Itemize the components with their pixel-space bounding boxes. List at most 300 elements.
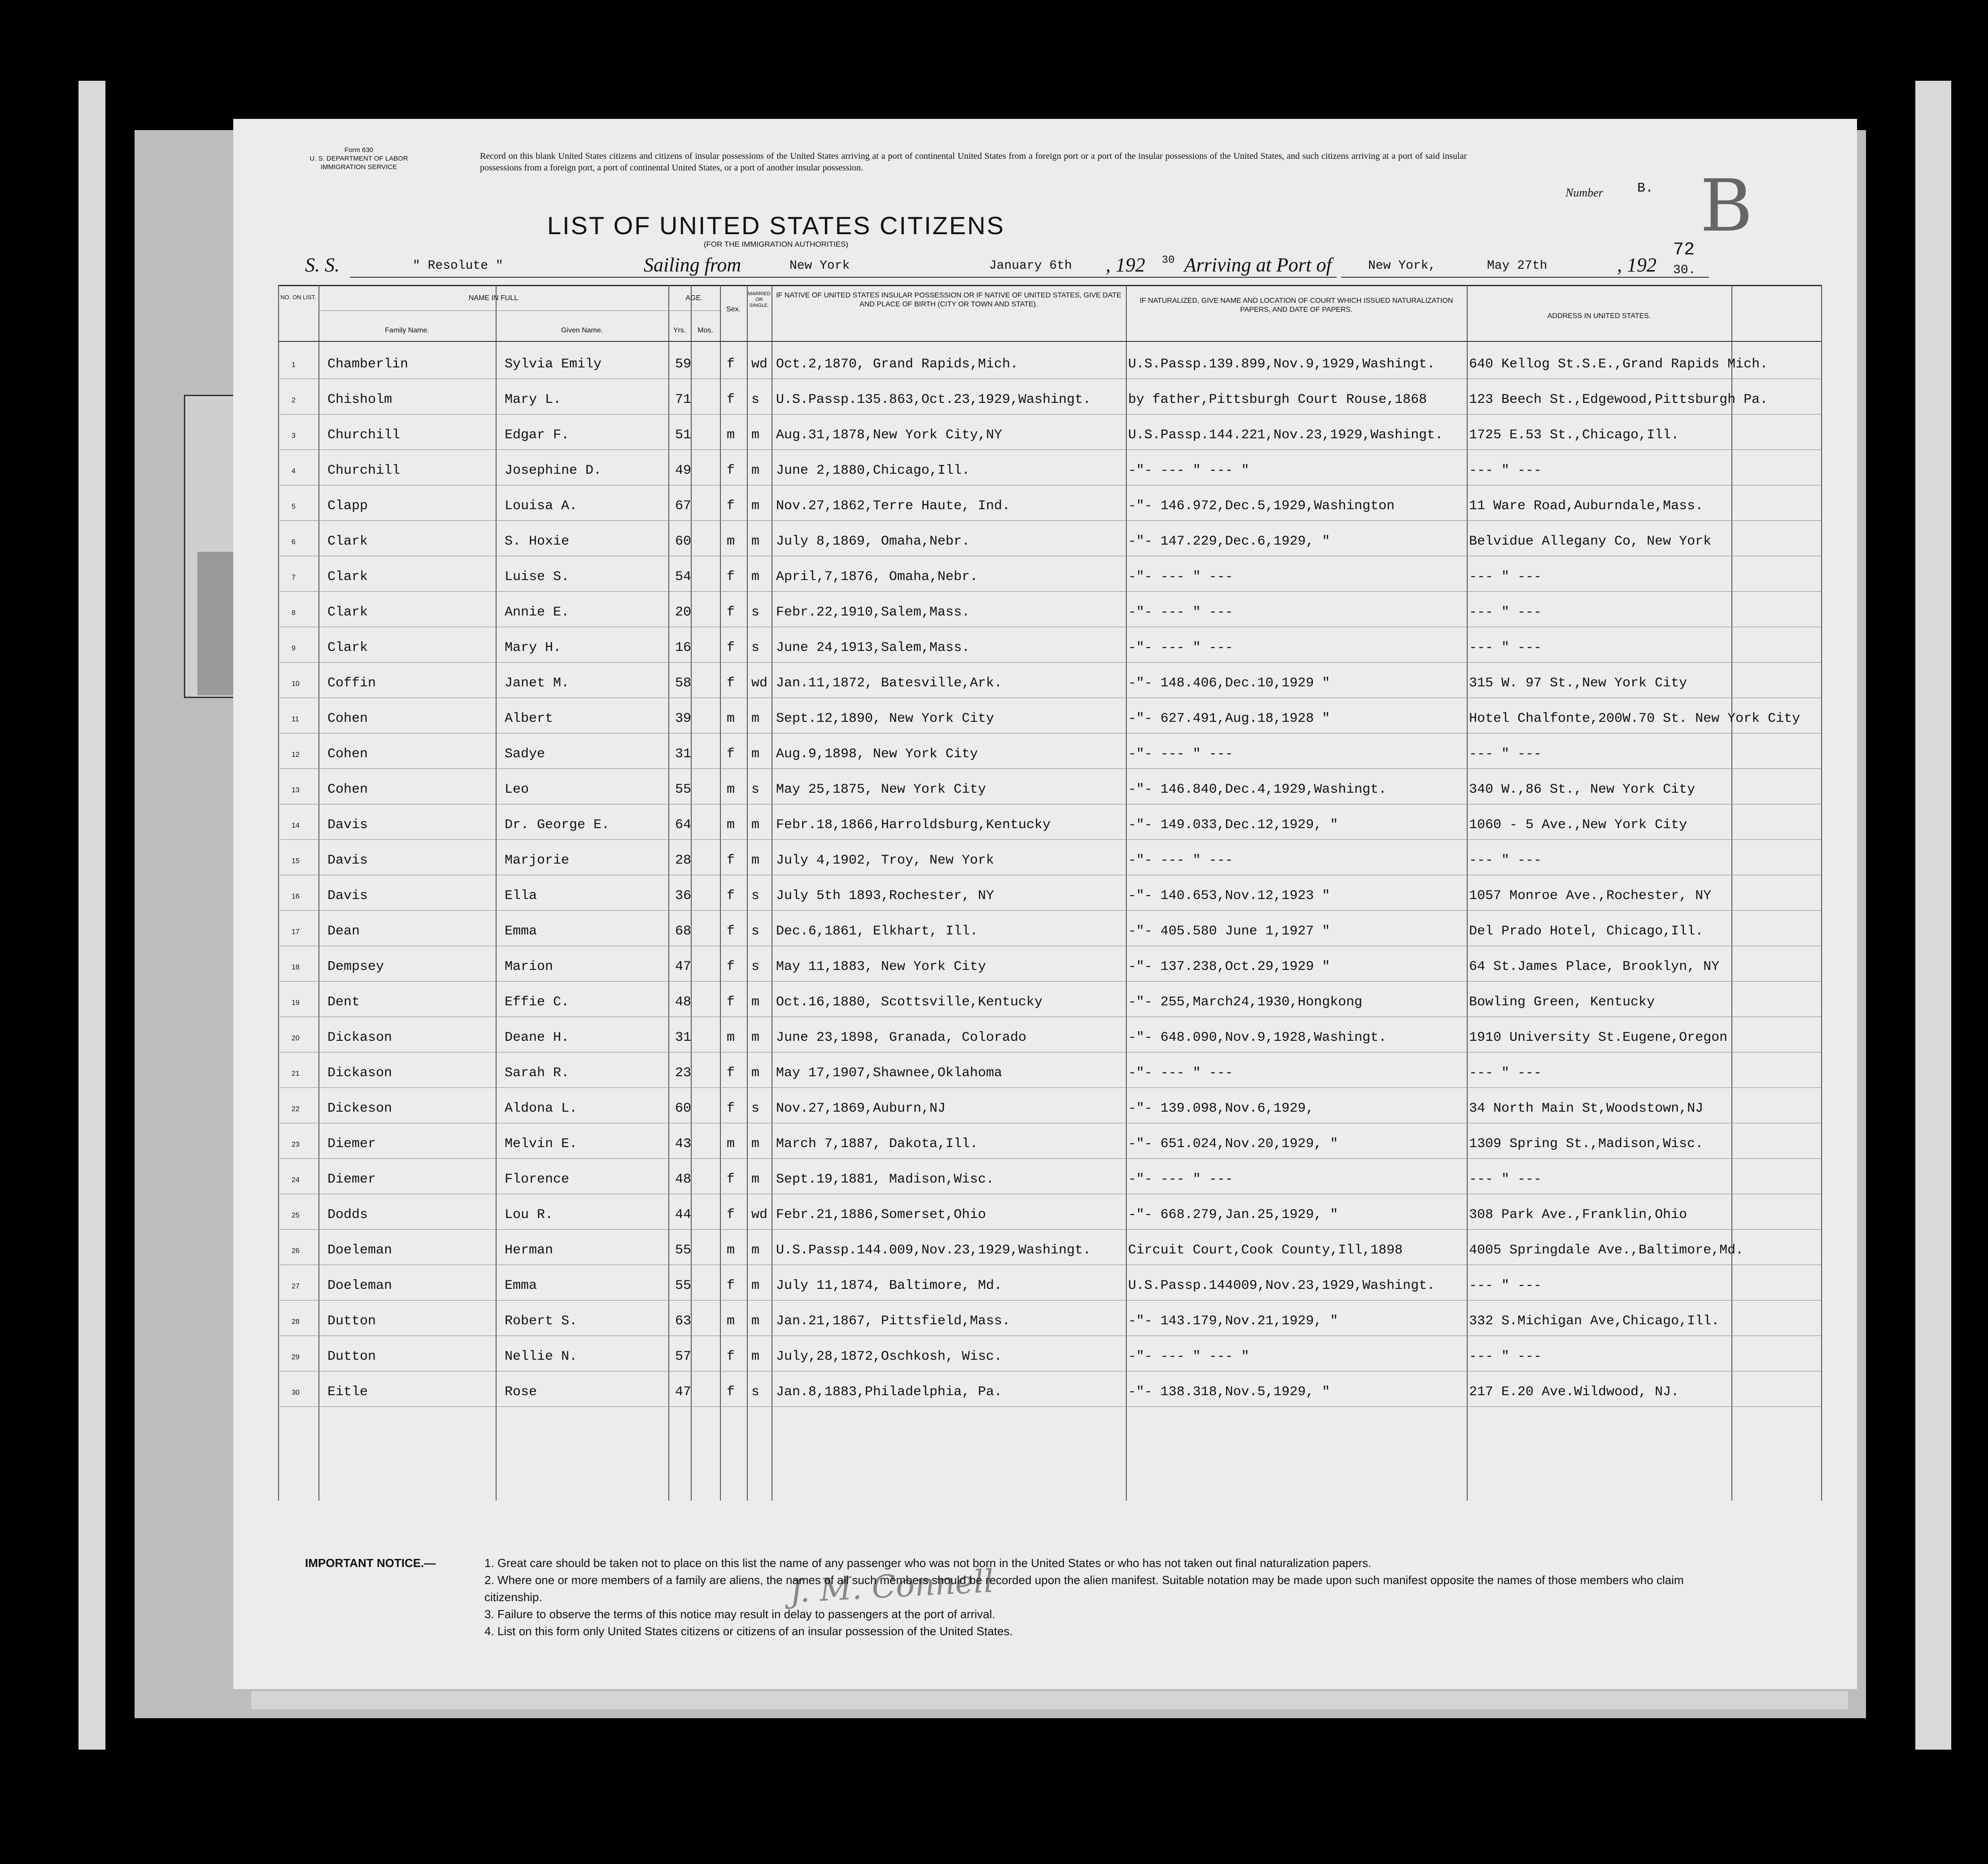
header-family-name: Family Name.	[385, 327, 429, 334]
address: 11 Ware Road,Auburndale,Mass.	[1469, 498, 1704, 514]
marital-status: m	[751, 569, 760, 585]
sailing-year-prefix: , 192	[1106, 254, 1145, 276]
sex: f	[727, 959, 735, 974]
arrival-year-prefix: , 192	[1617, 254, 1657, 276]
birth-info: Jan.21,1867, Pittsfield,Mass.	[776, 1314, 1011, 1329]
naturalization-info: -"- 627.491,Aug.18,1928 "	[1128, 711, 1330, 726]
address: --- " ---	[1469, 1065, 1542, 1081]
sex: m	[727, 1243, 735, 1258]
given-name: Deane H.	[505, 1030, 570, 1045]
sex: f	[727, 676, 735, 691]
marital-status: m	[751, 1136, 760, 1152]
age-years: 59	[675, 357, 692, 372]
sex: f	[727, 463, 735, 478]
form-instructions: Record on this blank United States citizens and citizens of insular possessions of the United States arriving at a port of continental United States from a foreign port or a port of the insular possessions of the United States, and such citizens arriving at a port of said insular possessions from a foreign port, a port of continental United States, or a port of another insular possession.	[480, 151, 1467, 173]
naturalization-info: -"- 138.318,Nov.5,1929, "	[1128, 1384, 1330, 1400]
table-row	[233, 698, 1857, 733]
naturalization-info: -"- 140.653,Nov.12,1923 "	[1128, 888, 1330, 904]
number-label: Number	[1565, 186, 1603, 199]
table-row	[233, 981, 1857, 1016]
ship-name: " Resolute "	[413, 259, 503, 273]
underlying-sheet-edge	[251, 1691, 1848, 1709]
table-row	[233, 875, 1857, 910]
row-number: 19	[292, 999, 300, 1007]
naturalization-info: -"- --- " ---	[1128, 640, 1234, 655]
marital-status: m	[751, 1314, 760, 1329]
birth-info: Aug.31,1878,New York City,NY	[776, 428, 1003, 443]
sex: f	[727, 1384, 735, 1400]
notice-item: 2. Where one or more members of a family are aliens, the names of all such members should be recorded upon the alien manifest. Suitable notation may be made upon such manifest opposite the names of those members who claim citizenship.	[484, 1573, 1684, 1604]
birth-info: Sept.19,1881, Madison,Wisc.	[776, 1172, 994, 1187]
row-number: 25	[292, 1212, 300, 1219]
given-name: Josephine D.	[505, 463, 602, 478]
row-number: 20	[292, 1035, 300, 1042]
sex: m	[727, 1314, 735, 1329]
birth-info: Febr.21,1886,Somerset,Ohio	[776, 1207, 986, 1222]
form-header-block	[274, 146, 444, 171]
notice-heading: IMPORTANT NOTICE.—	[305, 1556, 436, 1570]
given-name: Mary H.	[505, 640, 562, 655]
naturalization-info: -"- 405.580 June 1,1927 "	[1128, 924, 1330, 939]
table-row	[233, 839, 1857, 874]
row-number: 4	[292, 467, 296, 475]
service-name: IMMIGRATION SERVICE	[320, 163, 397, 171]
marital-status: s	[751, 1101, 760, 1116]
table-row	[233, 768, 1857, 803]
marital-status: m	[751, 817, 760, 833]
notice-item: 1. Great care should be taken not to place on this list the name of any passenger who was not born in the United States or who has not taken out final naturalization papers.	[484, 1556, 1372, 1570]
address: --- " ---	[1469, 1172, 1542, 1187]
given-name: Luise S.	[505, 569, 570, 585]
table-row	[233, 485, 1857, 520]
family-name: Cohen	[327, 782, 368, 797]
marital-status: s	[751, 782, 760, 797]
naturalization-info: -"- --- " ---	[1128, 569, 1234, 585]
age-years: 67	[675, 498, 692, 514]
age-years: 28	[675, 853, 692, 868]
age-years: 44	[675, 1207, 692, 1222]
family-name: Dutton	[327, 1349, 376, 1364]
age-years: 20	[675, 605, 692, 620]
family-name: Chamberlin	[327, 357, 409, 372]
age-years: 58	[675, 676, 692, 691]
naturalization-info: -"- --- " --- "	[1128, 1349, 1250, 1364]
header-name-in-full: NAME IN FULL	[468, 294, 519, 302]
row-number: 26	[292, 1247, 300, 1255]
address: --- " ---	[1469, 569, 1542, 585]
family-name: Doeleman	[327, 1278, 392, 1293]
manifest-page	[233, 119, 1857, 1689]
family-name: Davis	[327, 817, 368, 833]
row-number: 3	[292, 432, 296, 440]
table-row	[233, 1336, 1857, 1371]
marital-status: s	[751, 640, 760, 655]
age-years: 51	[675, 428, 692, 443]
row-number: 21	[292, 1070, 300, 1078]
table-row	[233, 379, 1857, 414]
table-row	[233, 946, 1857, 981]
right-binding-strip	[1915, 81, 1951, 1750]
row-number: 22	[292, 1105, 300, 1113]
birth-info: U.S.Passp.135.863,Oct.23,1929,Washingt.	[776, 392, 1091, 407]
naturalization-info: -"- 148.406,Dec.10,1929 "	[1128, 676, 1330, 691]
page-subtitle: (FOR THE IMMIGRATION AUTHORITIES)	[703, 240, 849, 249]
header-bottom-border	[278, 341, 1821, 342]
birth-info: Oct.16,1880, Scottsville,Kentucky	[776, 995, 1043, 1010]
age-years: 36	[675, 888, 692, 904]
age-years: 23	[675, 1065, 692, 1081]
family-name: Dickason	[327, 1065, 392, 1081]
birth-info: June 2,1880,Chicago,Ill.	[776, 463, 970, 478]
address: Del Prado Hotel, Chicago,Ill.	[1469, 924, 1704, 939]
marital-status: m	[751, 1243, 760, 1258]
marital-status: s	[751, 392, 760, 407]
arrival-date: May 27th	[1487, 259, 1548, 273]
header-no-on-list: NO. ON LIST.	[280, 294, 316, 301]
row-number: 7	[292, 574, 296, 581]
family-name: Eitle	[327, 1384, 368, 1400]
given-name: Janet M.	[505, 676, 570, 691]
table-top-border	[278, 285, 1821, 286]
birth-info: July 11,1874, Baltimore, Md.	[776, 1278, 1003, 1293]
age-years: 57	[675, 1349, 692, 1364]
table-row	[233, 343, 1857, 378]
sex: f	[727, 888, 735, 904]
age-years: 64	[675, 817, 692, 833]
marital-status: s	[751, 924, 760, 939]
naturalization-info: -"- 137.238,Oct.29,1929 "	[1128, 959, 1330, 974]
table-row	[233, 520, 1857, 555]
row-number: 14	[292, 822, 300, 829]
sailing-port: New York	[789, 259, 850, 273]
age-years: 60	[675, 1101, 692, 1116]
arriving-label: Arriving at Port of	[1184, 254, 1332, 276]
sex: f	[727, 995, 735, 1010]
age-years: 47	[675, 959, 692, 974]
sex: m	[727, 534, 735, 549]
number-value: B.	[1637, 181, 1654, 196]
sex: f	[727, 1101, 735, 1116]
table-row	[233, 1087, 1857, 1122]
table-row	[233, 556, 1857, 591]
naturalization-info: -"- --- " ---	[1128, 853, 1234, 868]
marital-status: wd	[751, 1207, 768, 1222]
row-number: 12	[292, 751, 300, 759]
handwritten-letter-stamp: B	[1700, 164, 1753, 248]
given-name: Albert	[505, 711, 554, 726]
given-name: Effie C.	[505, 995, 570, 1010]
marital-status: m	[751, 463, 760, 478]
age-years: 68	[675, 924, 692, 939]
naturalization-info: -"- 648.090,Nov.9,1928,Washingt.	[1128, 1030, 1387, 1045]
given-name: Aldona L.	[505, 1101, 578, 1116]
given-name: Annie E.	[505, 605, 570, 620]
address: 640 Kellog St.S.E.,Grand Rapids Mich.	[1469, 357, 1768, 372]
given-name: Edgar F.	[505, 428, 570, 443]
row-number: 9	[292, 645, 296, 652]
marital-status: m	[751, 534, 760, 549]
row-divider	[278, 1406, 1821, 1407]
left-binding-strip	[78, 81, 105, 1750]
marital-status: m	[751, 711, 760, 726]
address: 1060 - 5 Ave.,New York City	[1469, 817, 1687, 833]
sex: f	[727, 853, 735, 868]
given-name: Melvin E.	[505, 1136, 578, 1152]
family-name: Dent	[327, 995, 360, 1010]
row-number: 5	[292, 503, 296, 511]
sex: m	[727, 1030, 735, 1045]
address: 340 W.,86 St., New York City	[1469, 782, 1696, 797]
birth-info: Jan.8,1883,Philadelphia, Pa.	[776, 1384, 1003, 1400]
handwritten-signature: J. M. Connell	[789, 1563, 995, 1610]
sailing-date: January 6th	[989, 259, 1072, 273]
family-name: Clark	[327, 534, 368, 549]
table-row	[233, 1371, 1857, 1406]
table-row	[233, 1265, 1857, 1300]
family-name: Cohen	[327, 711, 368, 726]
row-number: 13	[292, 786, 300, 794]
family-name: Dickason	[327, 1030, 392, 1045]
address: 1910 University St.Eugene,Oregon	[1469, 1030, 1728, 1045]
row-number: 17	[292, 928, 300, 936]
table-row	[233, 414, 1857, 449]
notice-item: 4. List on this form only United States citizens or citizens of an insular possession of the United States.	[484, 1624, 1013, 1638]
table-row	[233, 450, 1857, 485]
address: 4005 Springdale Ave.,Baltimore,Md.	[1469, 1243, 1744, 1258]
row-number: 23	[292, 1141, 300, 1148]
table-row	[233, 1123, 1857, 1158]
voyage-line	[233, 253, 1857, 280]
arrival-year-suffix: 30.	[1673, 263, 1696, 277]
row-number: 16	[292, 893, 300, 900]
sex: f	[727, 357, 735, 372]
birth-info: March 7,1887, Dakota,Ill.	[776, 1136, 978, 1152]
family-name: Cohen	[327, 746, 368, 762]
address: --- " ---	[1469, 463, 1542, 478]
family-name: Clapp	[327, 498, 368, 514]
given-name: Sylvia Emily	[505, 357, 602, 372]
family-name: Clark	[327, 569, 368, 585]
marital-status: s	[751, 888, 760, 904]
address: --- " ---	[1469, 853, 1542, 868]
row-number: 15	[292, 857, 300, 865]
table-row	[233, 1194, 1857, 1229]
birth-info: Oct.2,1870, Grand Rapids,Mich.	[776, 357, 1019, 372]
naturalization-info: -"- 143.179,Nov.21,1929, "	[1128, 1314, 1338, 1329]
header-naturalized: IF NATURALIZED, GIVE NAME AND LOCATION OF COURT WHICH ISSUED NATURALIZATION PAPERS, AND DATE OF PAPERS.	[1139, 297, 1453, 314]
family-name: Davis	[327, 853, 368, 868]
age-years: 55	[675, 1278, 692, 1293]
birth-info: Sept.12,1890, New York City	[776, 711, 994, 726]
ss-label: S. S.	[305, 254, 340, 276]
sex: m	[727, 711, 735, 726]
sex: f	[727, 924, 735, 939]
marital-status: m	[751, 746, 760, 762]
marital-status: s	[751, 605, 760, 620]
age-years: 39	[675, 711, 692, 726]
page-number: 72	[1673, 240, 1695, 260]
table-row	[233, 733, 1857, 768]
header-address: ADDRESS IN UNITED STATES.	[1547, 312, 1651, 320]
family-name: Churchill	[327, 428, 401, 443]
family-name: Clark	[327, 605, 368, 620]
form-number: Form 630	[344, 146, 374, 154]
given-name: Robert S.	[505, 1314, 578, 1329]
address: 34 North Main St,Woodstown,NJ	[1469, 1101, 1704, 1116]
given-name: Dr. George E.	[505, 817, 610, 833]
row-number: 6	[292, 538, 296, 546]
naturalization-info: -"- --- " ---	[1128, 605, 1234, 620]
row-number: 11	[292, 716, 299, 723]
given-name: Sadye	[505, 746, 545, 762]
marital-status: wd	[751, 676, 768, 691]
given-name: Leo	[505, 782, 529, 797]
row-number: 2	[292, 397, 296, 404]
family-name: Dean	[327, 924, 360, 939]
address: Hotel Chalfonte,200W.70 St. New York City	[1469, 711, 1801, 726]
table-row	[233, 1229, 1857, 1264]
sex: f	[727, 1065, 735, 1081]
given-name: Rose	[505, 1384, 537, 1400]
age-years: 49	[675, 463, 692, 478]
sex: f	[727, 605, 735, 620]
given-name: Lou R.	[505, 1207, 554, 1222]
naturalization-info: -"- 139.098,Nov.6,1929,	[1128, 1101, 1314, 1116]
birth-info: July 4,1902, Troy, New York	[776, 853, 994, 868]
family-name: Churchill	[327, 463, 401, 478]
birth-info: Nov.27,1869,Auburn,NJ	[776, 1101, 946, 1116]
passenger-table	[233, 285, 1857, 1501]
family-name: Diemer	[327, 1136, 376, 1152]
header-native: IF NATIVE OF UNITED STATES INSULAR POSSESSION OR IF NATIVE OF UNITED STATES, GIVE DATE AND PLACE OF BIRTH (CITY OR TOWN AND STATE).	[776, 292, 1121, 308]
table-row	[233, 1017, 1857, 1052]
sailing-underline	[754, 277, 1337, 278]
birth-info: May 25,1875, New York City	[776, 782, 986, 797]
age-years: 31	[675, 746, 692, 762]
address: 308 Park Ave.,Franklin,Ohio	[1469, 1207, 1687, 1222]
header-divider	[318, 310, 720, 311]
address: Belvidue Allegany Co, New York	[1469, 534, 1712, 549]
marital-status: m	[751, 428, 760, 443]
address: 1057 Monroe Ave.,Rochester, NY	[1469, 888, 1712, 904]
row-number: 10	[292, 680, 300, 688]
sex: f	[727, 1278, 735, 1293]
birth-info: Febr.22,1910,Salem,Mass.	[776, 605, 970, 620]
naturalization-info: -"- --- " ---	[1128, 746, 1234, 762]
given-name: Louisa A.	[505, 498, 578, 514]
given-name: Ella	[505, 888, 537, 904]
header-age: AGE.	[685, 294, 703, 302]
address: --- " ---	[1469, 1349, 1542, 1364]
naturalization-info: -"- 147.229,Dec.6,1929, "	[1128, 534, 1330, 549]
birth-info: April,7,1876, Omaha,Nebr.	[776, 569, 978, 585]
header-sex: Sex.	[726, 306, 741, 313]
address: 332 S.Michigan Ave,Chicago,Ill.	[1469, 1314, 1720, 1329]
family-name: Coffin	[327, 676, 376, 691]
birth-info: July 8,1869, Omaha,Nebr.	[776, 534, 970, 549]
naturalization-info: U.S.Passp.144.221,Nov.23,1929,Washingt.	[1128, 428, 1443, 443]
age-years: 55	[675, 782, 692, 797]
naturalization-info: by father,Pittsburgh Court Rouse,1868	[1128, 392, 1427, 407]
given-name: Florence	[505, 1172, 570, 1187]
marital-status: m	[751, 498, 760, 514]
naturalization-info: -"- 146.840,Dec.4,1929,Washingt.	[1128, 782, 1387, 797]
given-name: Herman	[505, 1243, 554, 1258]
given-name: Marjorie	[505, 853, 570, 868]
table-row	[233, 662, 1857, 697]
marital-status: m	[751, 1172, 760, 1187]
family-name: Dodds	[327, 1207, 368, 1222]
table-row	[233, 1300, 1857, 1335]
given-name: Marion	[505, 959, 554, 974]
birth-info: Aug.9,1898, New York City	[776, 746, 978, 762]
given-name: Mary L.	[505, 392, 562, 407]
address: 123 Beech St.,Edgewood,Pittsburgh Pa.	[1469, 392, 1768, 407]
marital-status: m	[751, 995, 760, 1010]
sex: f	[727, 1172, 735, 1187]
marital-status: m	[751, 1278, 760, 1293]
sailing-year-suffix: 30	[1162, 254, 1175, 266]
table-row	[233, 1052, 1857, 1087]
naturalization-info: -"- 255,March24,1930,Hongkong	[1128, 995, 1363, 1010]
header-mos: Mos.	[698, 327, 713, 334]
sex: f	[727, 1349, 735, 1364]
sex: m	[727, 817, 735, 833]
table-row	[233, 1158, 1857, 1193]
header-given-name: Given Name.	[561, 327, 603, 334]
marital-status: m	[751, 1030, 760, 1045]
given-name: Emma	[505, 924, 537, 939]
sex: f	[727, 569, 735, 585]
family-name: Davis	[327, 888, 368, 904]
address: Bowling Green, Kentucky	[1469, 995, 1655, 1010]
birth-info: Nov.27,1862,Terre Haute, Ind.	[776, 498, 1011, 514]
family-name: Dickeson	[327, 1101, 392, 1116]
family-name: Diemer	[327, 1172, 376, 1187]
family-name: Dutton	[327, 1314, 376, 1329]
address: 1309 Spring St.,Madison,Wisc.	[1469, 1136, 1704, 1152]
department-name: U. S. DEPARTMENT OF LABOR	[310, 155, 408, 162]
header-yrs: Yrs.	[673, 327, 686, 334]
age-years: 71	[675, 392, 692, 407]
naturalization-info: -"- 651.024,Nov.20,1929, "	[1128, 1136, 1338, 1152]
marital-status: wd	[751, 357, 768, 372]
sex: m	[727, 782, 735, 797]
marital-status: m	[751, 1349, 760, 1364]
age-years: 16	[675, 640, 692, 655]
address: --- " ---	[1469, 605, 1542, 620]
birth-info: Febr.18,1866,Harroldsburg,Kentucky	[776, 817, 1051, 833]
address: 1725 E.53 St.,Chicago,Ill.	[1469, 428, 1679, 443]
row-number: 1	[292, 361, 296, 369]
family-name: Chisholm	[327, 392, 392, 407]
birth-info: July,28,1872,Oschkosh, Wisc.	[776, 1349, 1003, 1364]
table-row	[233, 804, 1857, 839]
birth-info: June 24,1913,Salem,Mass.	[776, 640, 970, 655]
family-name: Doeleman	[327, 1243, 392, 1258]
sex: f	[727, 392, 735, 407]
age-years: 31	[675, 1030, 692, 1045]
row-number: 8	[292, 609, 296, 617]
birth-info: Dec.6,1861, Elkhart, Ill.	[776, 924, 978, 939]
birth-info: July 5th 1893,Rochester, NY	[776, 888, 994, 904]
naturalization-info: Circuit Court,Cook County,Ill,1898	[1128, 1243, 1403, 1258]
age-years: 54	[675, 569, 692, 585]
row-number: 24	[292, 1176, 300, 1184]
row-number: 27	[292, 1283, 300, 1290]
birth-info: June 23,1898, Granada, Colorado	[776, 1030, 1027, 1045]
family-name: Dempsey	[327, 959, 384, 974]
